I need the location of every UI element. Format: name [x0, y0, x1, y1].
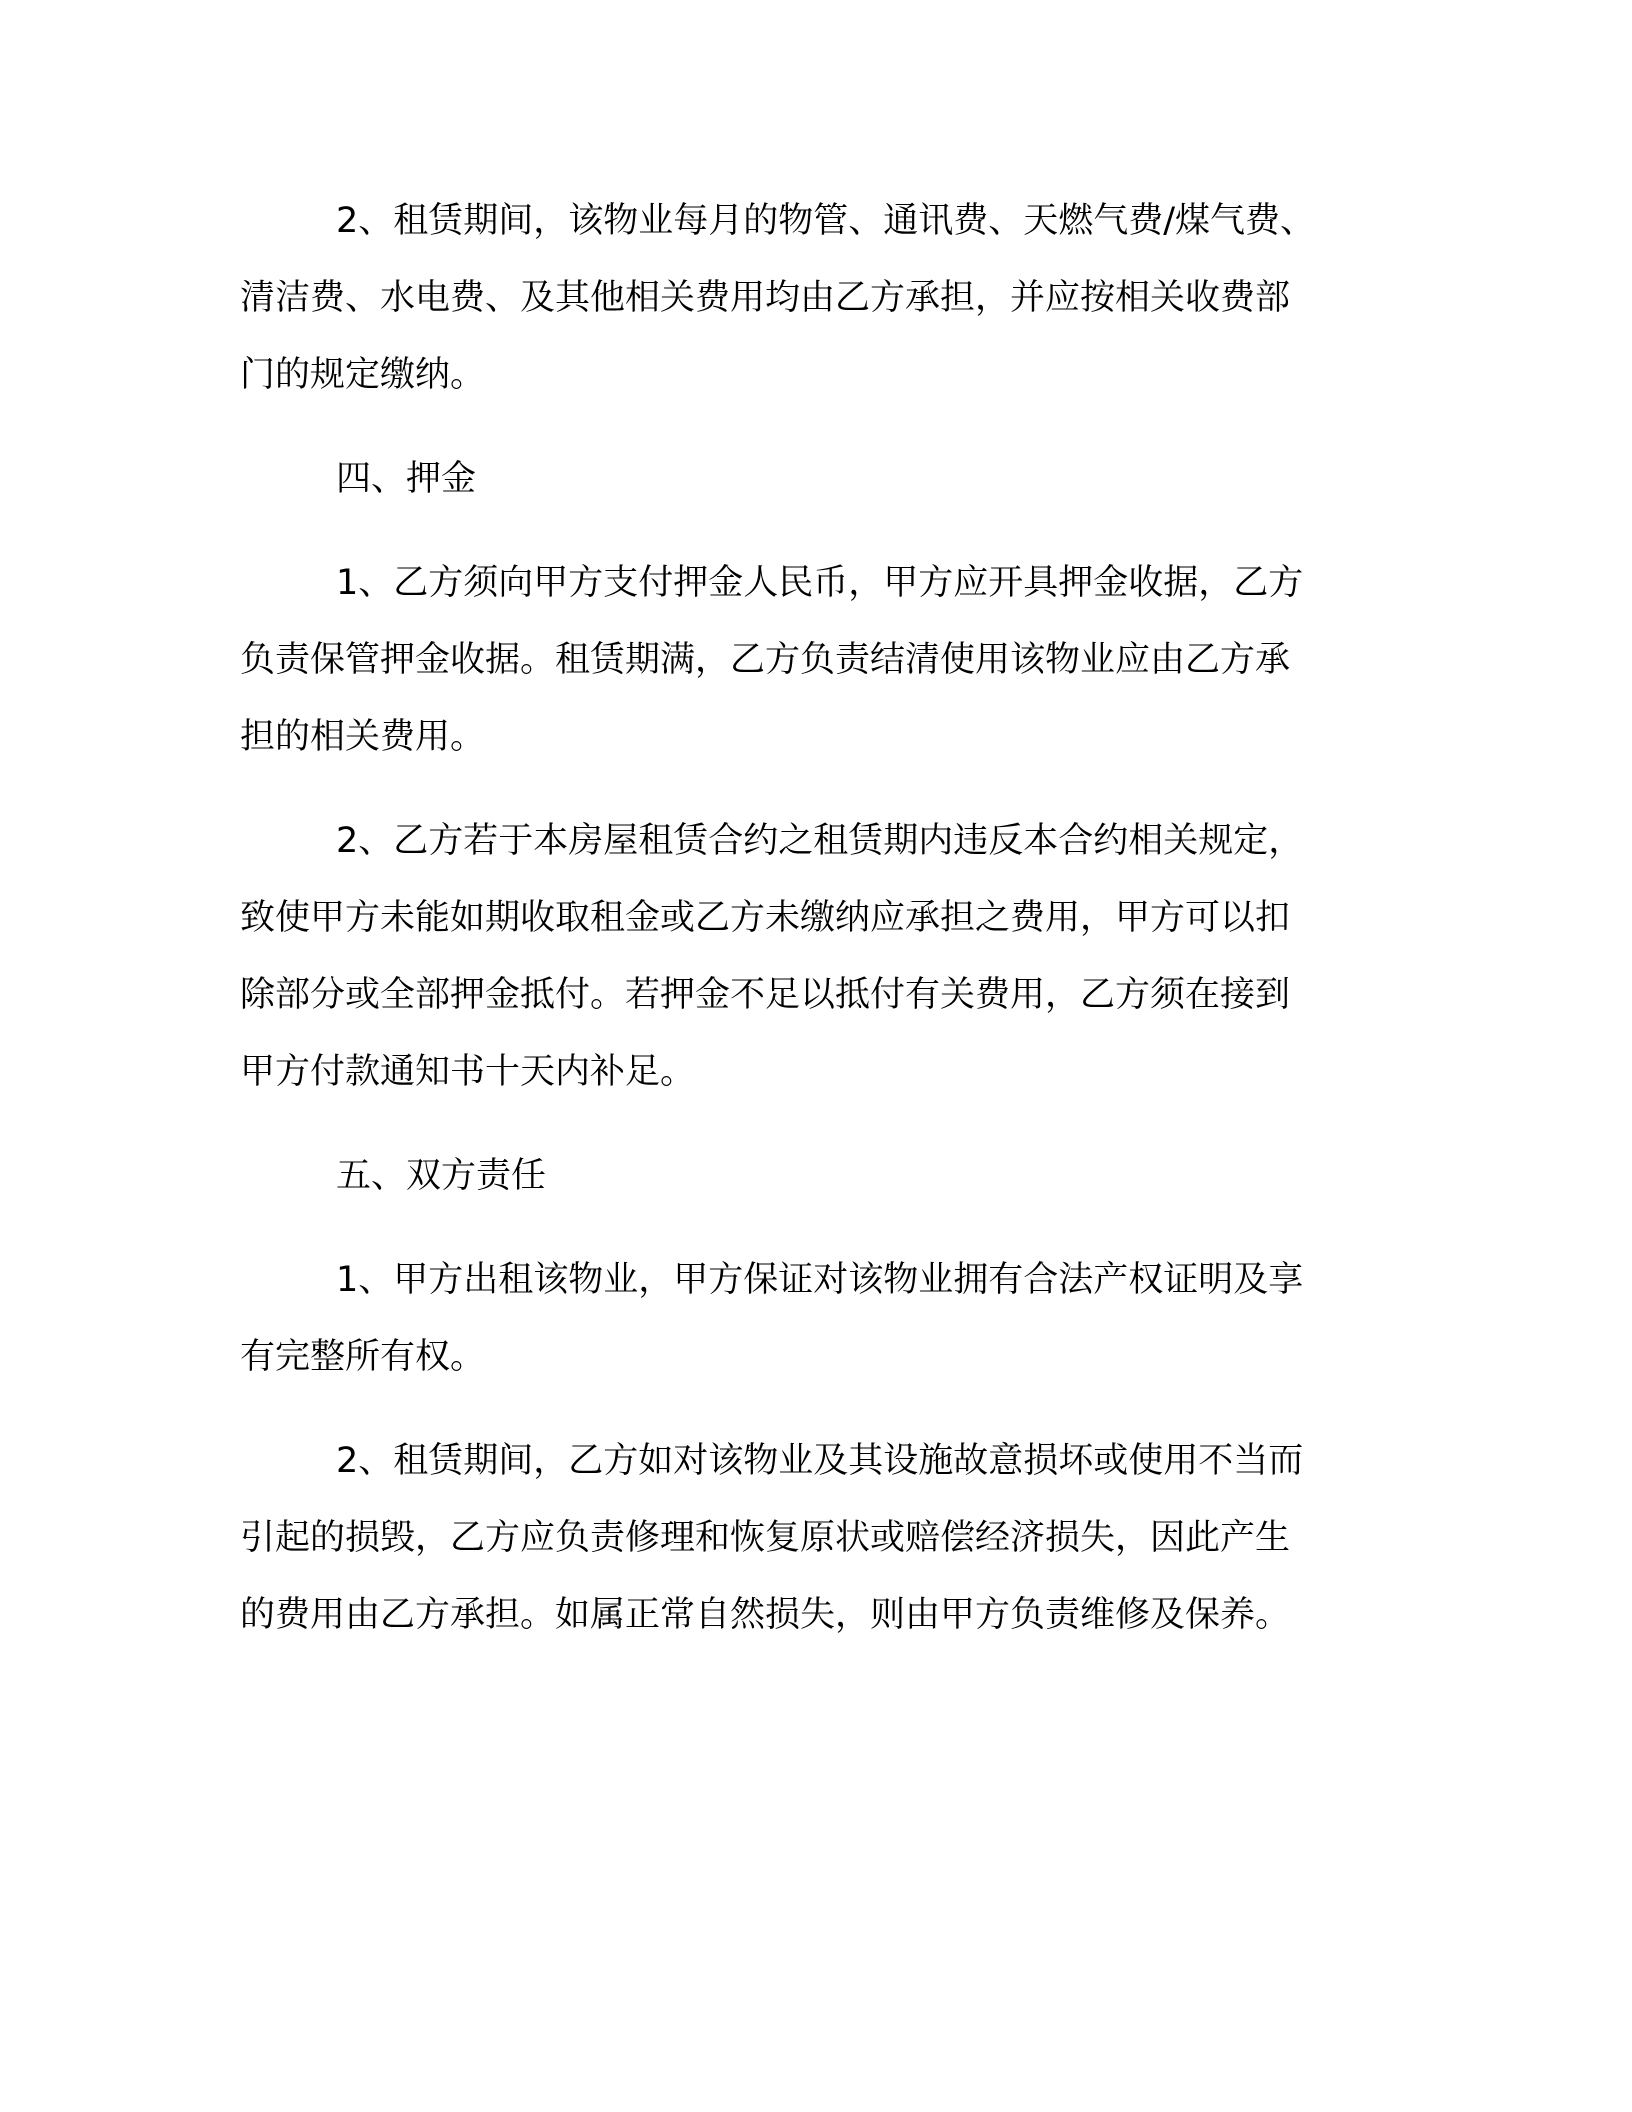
- section-heading-deposit: [240, 441, 1360, 518]
- heading-text: 五、双方责任: [336, 1156, 547, 1196]
- text-line: 甲方付款通知书十天内补足。: [240, 1052, 696, 1092]
- heading-text: 四、押金: [336, 459, 477, 499]
- text-line: 门的规定缴纳。: [240, 355, 486, 395]
- text-line: 2、乙方若于本房屋租赁合约之租赁期内违反本合约相关规定，: [336, 821, 1304, 861]
- text-line: 负责保管押金收据。租赁期满，乙方负责结清使用该物业应由乙方承: [240, 640, 1291, 680]
- section-heading-responsibilities: [240, 1138, 1360, 1215]
- paragraph-fees: [240, 183, 1360, 414]
- text-line: 引起的损毁，乙方应负责修理和恢复原状或赔偿经济损失，因此产生: [240, 1518, 1291, 1558]
- paragraph-responsibility-2: [240, 1423, 1360, 1654]
- paragraph-deposit-1: [240, 545, 1360, 776]
- document-page: [240, 183, 1360, 1681]
- text-line: 1、甲方出租该物业，甲方保证对该物业拥有合法产权证明及享: [336, 1260, 1304, 1300]
- text-line: 的费用由乙方承担。如属正常自然损失，则由甲方负责维修及保养。: [240, 1595, 1291, 1635]
- text-line: 担的相关费用。: [240, 717, 486, 757]
- paragraph-responsibility-1: [240, 1242, 1360, 1396]
- text-line: 1、乙方须向甲方支付押金人民币，甲方应开具押金收据，乙方: [336, 563, 1304, 603]
- text-line: 除部分或全部押金抵付。若押金不足以抵付有关费用，乙方须在接到: [240, 975, 1291, 1015]
- text-line: 清洁费、水电费、及其他相关费用均由乙方承担，并应按相关收费部: [240, 278, 1291, 318]
- paragraph-deposit-2: [240, 803, 1360, 1111]
- text-line: 致使甲方未能如期收取租金或乙方未缴纳应承担之费用，甲方可以扣: [240, 898, 1291, 938]
- text-line: 2、租赁期间，乙方如对该物业及其设施故意损坏或使用不当而: [336, 1441, 1304, 1481]
- text-line: 有完整所有权。: [240, 1337, 486, 1377]
- text-line: 2、租赁期间，该物业每月的物管、通讯费、天燃气费/煤气费、: [336, 201, 1316, 241]
